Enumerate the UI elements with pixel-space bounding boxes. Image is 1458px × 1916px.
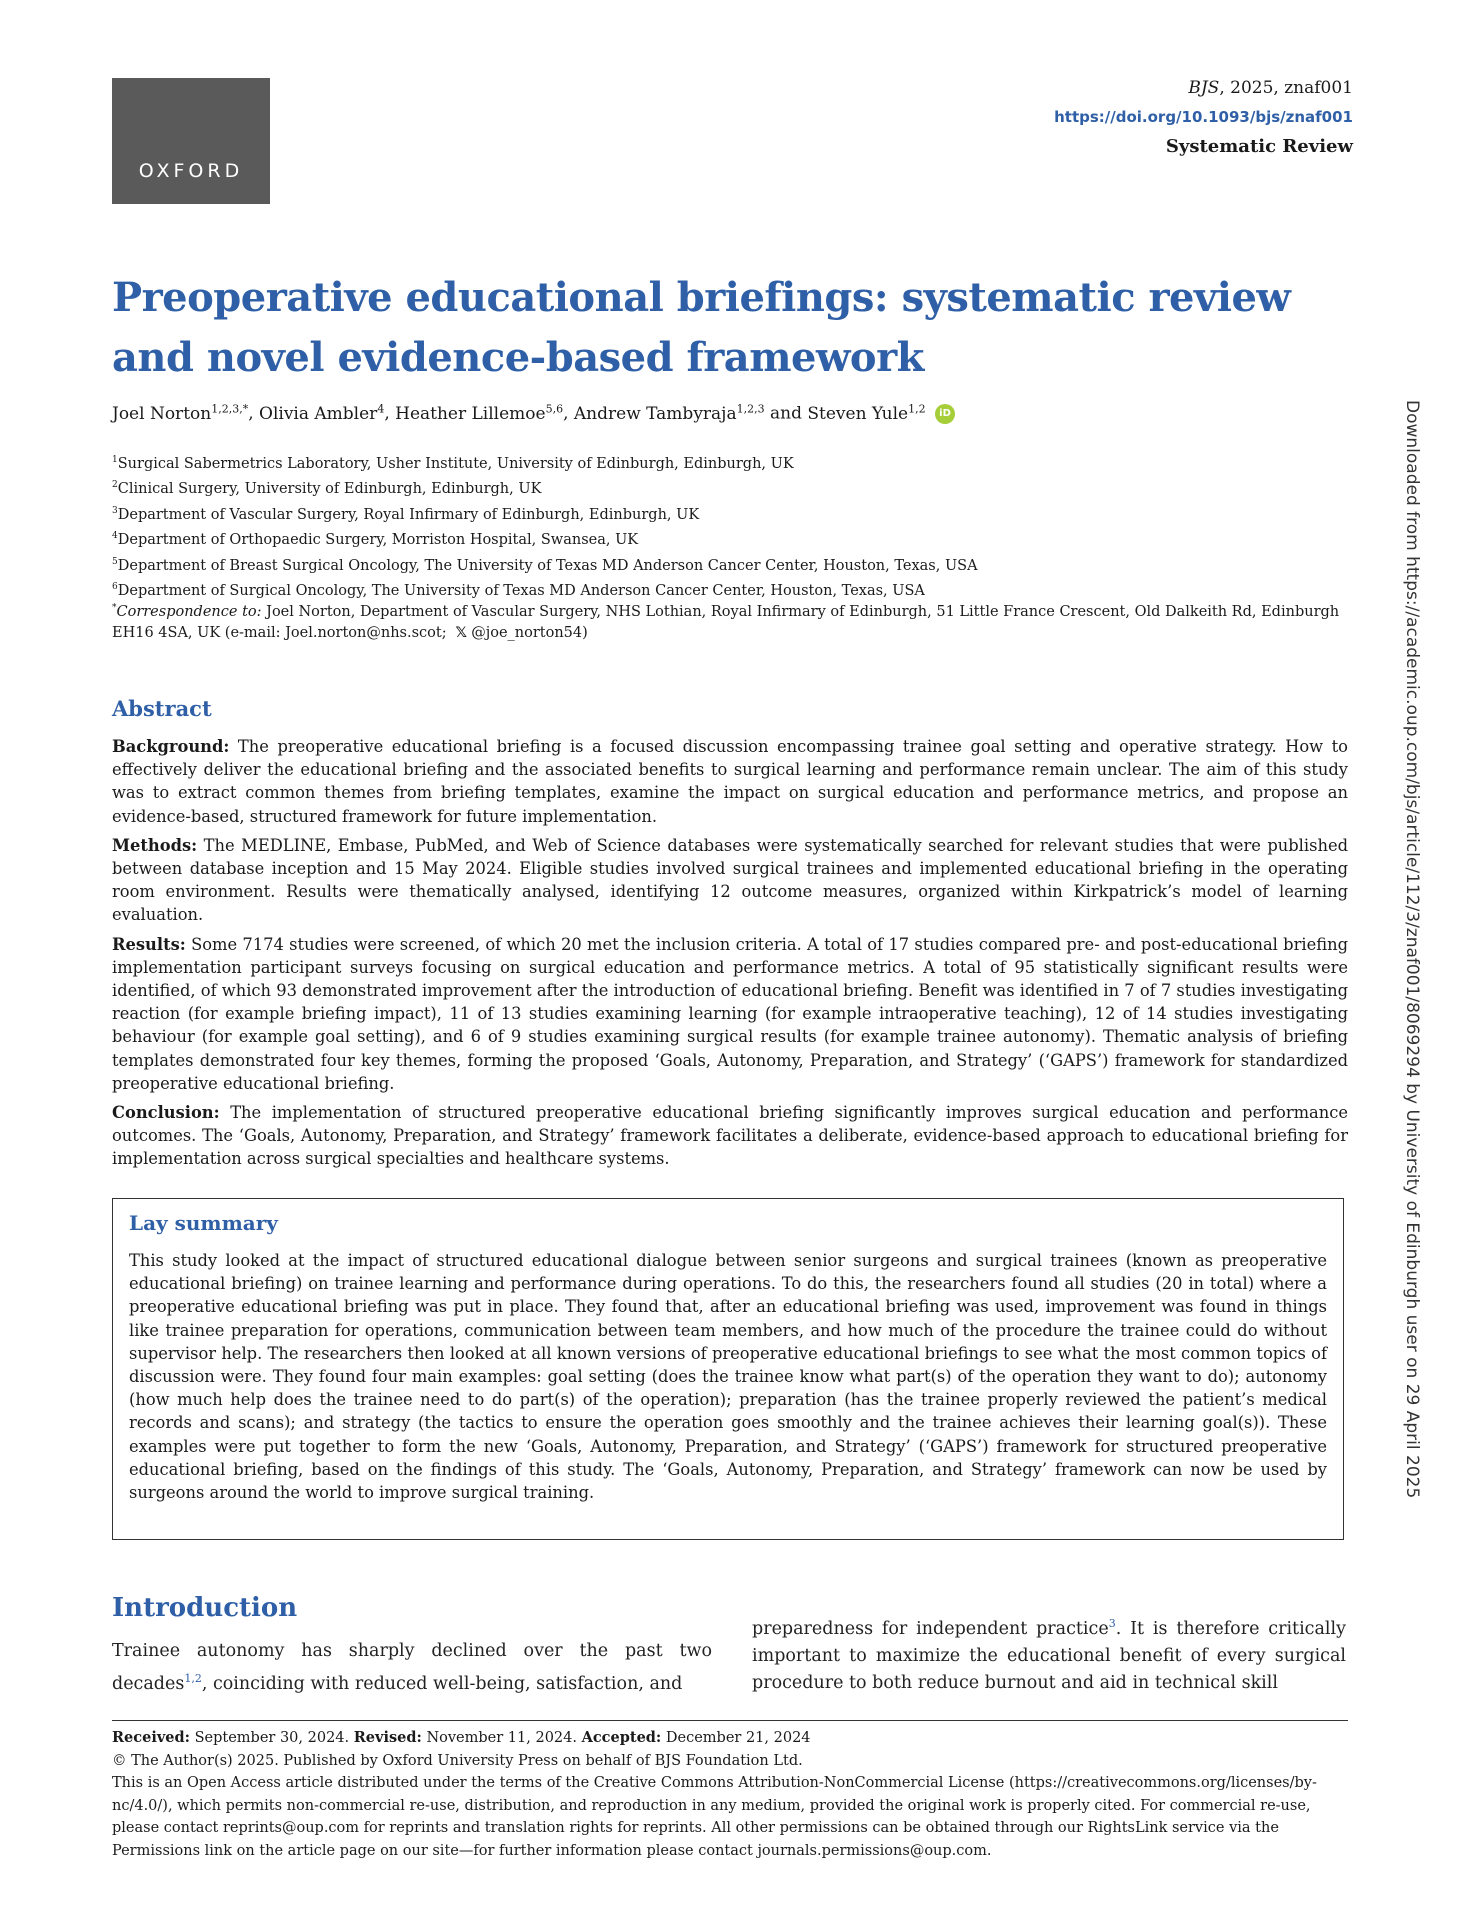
oxford-logo-text: OXFORD — [138, 160, 244, 182]
affiliation: $^5$Department of Breast Surgical Oncology, The University of Texas MD Anderson Cancer Center, Houston, Texas, USA — [112, 556, 978, 574]
affiliation: $^4$Department of Orthopaedic Surgery, Morriston Hospital, Swansea, UK — [112, 531, 639, 549]
affiliation: $^2$Clinical Surgery, University of Edinburgh, Edinburgh, UK — [112, 480, 542, 498]
lay-summary-box — [112, 1198, 1344, 1540]
journal-citation — [1054, 74, 1353, 103]
correspondence-label: Correspondence to: — [116, 603, 262, 620]
introduction-right-column: preparedness for independent practice$^3$. It is therefore critically important to maximize the educational benefit of every surgical procedure to both reduce burnout and aid in technical skill — [752, 1617, 1346, 1693]
abstract-body — [112, 735, 1348, 1177]
abstract-methods: Methods: The MEDLINE, Embase, PubMed, and Web of Science databases were systematically searched for relevant studies that were published between database inception and 15 May 2024. Eligible studies involved surgical trainees and implemented educational briefing in the operating room environment. Results were thematically analysed, identifying 12 outcome measures, organized within Kirkpatrick’s model of learning evaluation. — [112, 835, 1348, 925]
introduction-heading: Introduction — [112, 1593, 298, 1623]
x-handle[interactable]: @joe_norton54) — [471, 625, 588, 642]
author-list: Joel Norton$^{1,2,3,*}$, Olivia Ambler$^4$, Heather Lillemoe$^{5,6}$, Andrew Tambyraja$^{1,2,3}$ and Steven Yule$^{1,2}$ iD — [112, 402, 1342, 424]
introduction-left-column: Trainee autonomy has sharply declined over the past two decades$^{1,2}$, coinciding with reduced well-being, satisfaction, and — [112, 1641, 712, 1694]
journal-meta — [1054, 74, 1353, 161]
download-watermark: Downloaded from https://academic.oup.com/bjs/article/112/3/znaf001/8069294 by University of Edinburgh user on 29 April 2025 — [1402, 400, 1422, 1499]
journal-name: BJS — [1188, 78, 1220, 98]
affiliation: $^3$Department of Vascular Surgery, Royal Infirmary of Edinburgh, Edinburgh, UK — [112, 505, 700, 523]
reference-link[interactable]: 3 — [1108, 1617, 1116, 1630]
footer — [112, 1727, 1348, 1862]
lay-summary-text: This study looked at the impact of structured educational dialogue between senior surgeons and surgical trainees (known as preoperative educational briefing) on trainee learning and performance during operations. To do this, the researchers found all studies (20 in total) where a preoperative educational briefing was put in place. They found that, after an educational briefing was used, improvement was found in things like trainee preparation for operations, communication between team members, and how much of the procedure the trainee could do without supervisor help. The researchers then looked at all known versions of preoperative educational briefings to see what the most common topics of discussion were. They found four main examples: goal setting (does the trainee know what part(s) of the operation they want to do); autonomy (how much help does the trainee need to do part(s) of the operation); preparation (has the trainee properly reviewed the patient’s medical records and scans); and strategy (the tactics to ensure the operation goes smoothly and the trainee achieves their learning goal(s)). These examples were put together to form the new ‘Goals, Autonomy, Preparation, and Strategy’ (‘GAPS’) framework for structured preoperative educational briefing, based on the findings of this study. The ‘Goals, Autonomy, Preparation, and Strategy’ framework can now be used by surgeons around the world to improve surgical training. — [129, 1251, 1327, 1503]
oxford-logo — [112, 78, 270, 204]
author[interactable]: Steven Yule$^{1,2}$ — [807, 402, 926, 424]
footer-divider — [112, 1720, 1348, 1721]
correspondence-text: Joel Norton, Department of Vascular Surgery, NHS Lothian, Royal Infirmary of Edinburgh, 51 Little France Crescent, Old Dalkeith Rd, Edinburgh EH16 4SA, UK (e-mail: Joel.norton@nhs.scot; — [112, 603, 1340, 642]
article-title: Preoperative educational briefings: systematic review and novel evidence-based framework — [112, 274, 1291, 381]
copyright-notice: © The Author(s) 2025. Published by Oxford University Press on behalf of BJS Foundation Ltd. — [112, 1752, 803, 1769]
author[interactable]: Joel Norton$^{1,2,3,*}$ — [112, 402, 249, 424]
abstract-background: Background: The preoperative educational briefing is a focused discussion encompassing trainee goal setting and operative strategy. How to effectively deliver the educational briefing and the associated benefits to surgical learning and performance remain unclear. The aim of this study was to extract common themes from briefing templates, examine the impact on surgical education and performance metrics, and propose an evidence-based, structured framework for future implementation. — [112, 737, 1348, 826]
article-type: Systematic Review — [1165, 136, 1353, 157]
affiliation: $^1$Surgical Sabermetrics Laboratory, Usher Institute, University of Edinburgh, Edinburgh, UK — [112, 455, 794, 472]
journal-citation-rest: , 2025, znaf001 — [1219, 78, 1353, 98]
correspondence — [112, 598, 1342, 645]
x-logo-icon[interactable]: 𝕏 — [455, 625, 468, 642]
article-dates: Received: September 30, 2024. Revised: November 11, 2024. Accepted: December 21, 2024 — [112, 1729, 811, 1746]
license-notice: This is an Open Access article distributed under the terms of the Creative Commons Attribution-NonCommercial License (https://creativecommons.org/licenses/by-nc/4.0/), which permits non-commercial re-use, distribution, and reproduction in any medium, provided the original work is properly cited. For commercial re-use, please contact reprints@oup.com for reprints and translation rights for reprints. All other permissions can be obtained through our RightsLink service via the Permissions link on the article page on our site—for further information please contact journals.permissions@oup.com. — [112, 1775, 1317, 1859]
author[interactable]: Olivia Ambler$^4$ — [259, 402, 385, 424]
correspondence-mark: * — [112, 603, 117, 613]
abstract-results: Results: Some 7174 studies were screened, of which 20 met the inclusion criteria. A total of 17 studies compared pre- and post-educational briefing implementation participant surveys focusing on surgical education and performance metrics. A total of 95 statistically significant results were identified, of which 93 demonstrated improvement after the introduction of educational briefing. Benefit was identified in 7 of 7 studies investigating reaction (for example briefing impact), 11 of 13 studies examining learning (for example intraoperative teaching), 12 of 14 studies investigating behaviour (for example goal setting), and 6 of 9 studies examining surgical results (for example trainee autonomy). Thematic analysis of briefing templates demonstrated four key themes, forming the proposed ‘Goals, Autonomy, Preparation, and Strategy’ (‘GAPS’) framework for standardized preoperative educational briefing. — [112, 934, 1348, 1093]
doi-link[interactable]: https://doi.org/10.1093/bjs/znaf001 — [1054, 108, 1353, 126]
abstract-conclusion: Conclusion: The implementation of structured preoperative educational briefing significantly improves surgical education and performance outcomes. The ‘Goals, Autonomy, Preparation, and Strategy’ framework facilitates a deliberate, evidence-based approach to educational briefing for implementation across surgical specialties and healthcare systems. — [112, 1103, 1348, 1169]
abstract-heading: Abstract — [112, 696, 212, 721]
orcid-icon[interactable]: iD — [935, 404, 955, 424]
lay-summary-heading: Lay summary — [129, 1211, 278, 1235]
reference-link[interactable]: 1,2 — [184, 1672, 202, 1685]
author[interactable]: Heather Lillemoe$^{5,6}$ — [395, 402, 564, 424]
author[interactable]: Andrew Tambyraja$^{1,2,3}$ — [573, 402, 765, 424]
affiliation: $^6$Department of Surgical Oncology, The University of Texas MD Anderson Cancer Center, Houston, Texas, USA — [112, 582, 925, 599]
affiliations — [112, 450, 1342, 603]
